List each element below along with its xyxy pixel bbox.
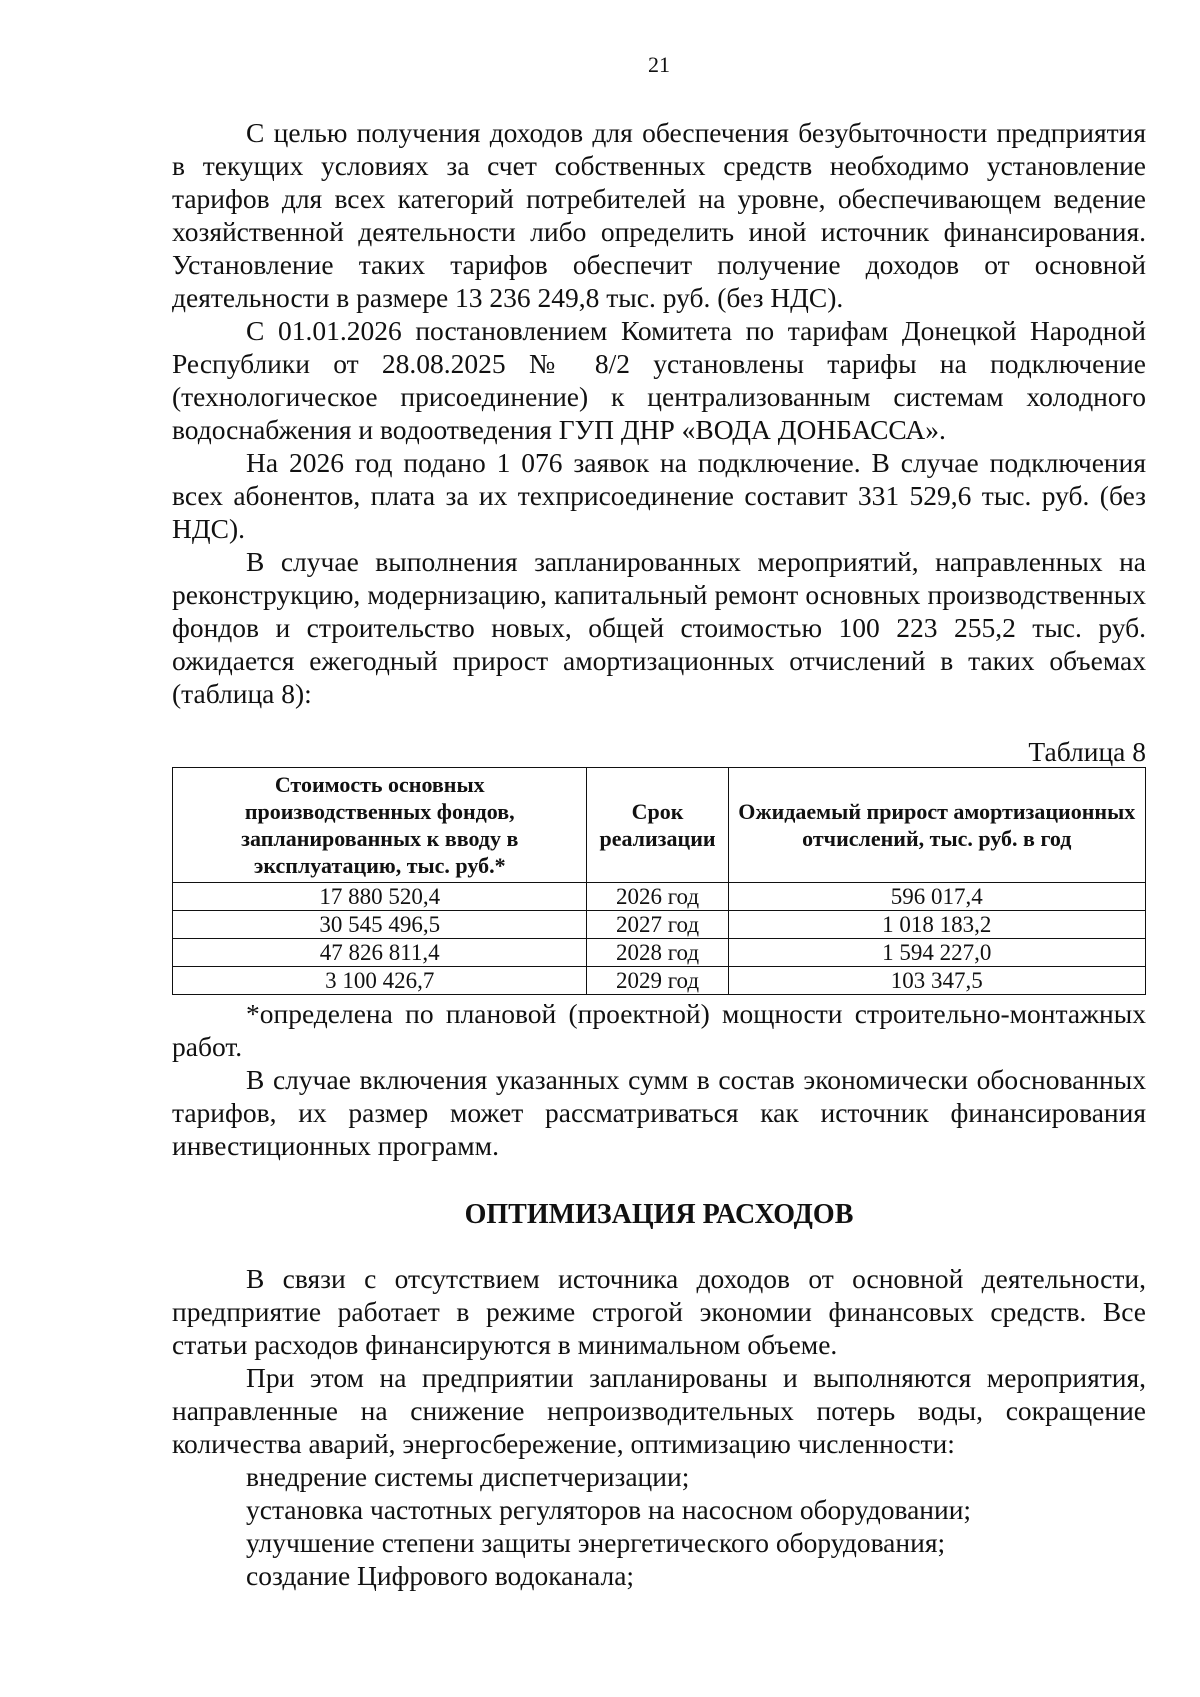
table-header-cost: Стоимость основных производственных фондов, запланированных к вводу в эксплуатацию, тыс. руб.* <box>173 768 587 883</box>
table-footnote: *определена по плановой (проектной) мощности строительно-монтажных работ. <box>172 998 1146 1062</box>
table-cell-cost: 47 826 811,4 <box>173 939 587 967</box>
paragraph-applications: На 2026 год подано 1 076 заявок на подключение. В случае подключения всех абонентов, плата за их техприсоединение составит 331 529,6 тыс. руб. (без НДС). <box>172 447 1146 544</box>
list-item: улучшение степени защиты энергетического оборудования; <box>246 1527 946 1558</box>
table-cell-growth: 596 017,4 <box>728 883 1145 911</box>
depreciation-table <box>172 767 1146 995</box>
table-cell-period: 2026 год <box>587 883 728 911</box>
table-cell-cost: 17 880 520,4 <box>173 883 587 911</box>
paragraph-break-even: С целью получения доходов для обеспечения безубыточности предприятия в текущих условиях за счет собственных средств необходимо установление тарифов для всех категорий потребителей на уровне, обеспечивающем ведение хозяйственной деятельности либо определить иной источник финансирования. Установление таких тарифов обеспечит получение доходов от основной деятельности в размере 13 236 249,8 тыс. руб. (без НДС). <box>172 117 1146 313</box>
table-header-growth: Ожидаемый прирост амортизационных отчислений, тыс. руб. в год <box>728 768 1145 883</box>
table-row <box>173 911 1146 939</box>
table-header-period: Срок реализации <box>587 768 728 883</box>
table-header-row <box>173 768 1146 883</box>
list-item: внедрение системы диспетчеризации; <box>246 1461 690 1492</box>
list-item: установка частотных регуляторов на насосном оборудовании; <box>246 1494 972 1525</box>
table-row <box>173 939 1146 967</box>
paragraph-tariff-inclusion: В случае включения указанных сумм в состав экономически обоснованных тарифов, их размер может рассматриваться как источник финансирования инвестиционных программ. <box>172 1064 1146 1161</box>
paragraph-depreciation: В случае выполнения запланированных мероприятий, направленных на реконструкцию, модернизацию, капитальный ремонт основных производственных фондов и строительство новых, общей стоимостью 100 223 255,2 тыс. руб. ожидается ежегодный прирост амортизационных отчислений в таких объемах (таблица 8): <box>172 546 1146 709</box>
table-cell-period: 2029 год <box>587 967 728 995</box>
table-cell-growth: 1 018 183,2 <box>728 911 1145 939</box>
table-cell-period: 2028 год <box>587 939 728 967</box>
table-cell-growth: 103 347,5 <box>728 967 1145 995</box>
table-row <box>173 967 1146 995</box>
table-cell-growth: 1 594 227,0 <box>728 939 1145 967</box>
section-heading: ОПТИМИЗАЦИЯ РАСХОДОВ <box>464 1199 854 1230</box>
paragraph-measures: При этом на предприятии запланированы и выполняются мероприятия, направленные на снижение непроизводительных потерь воды, сокращение количества аварий, энергосбережение, оптимизацию численности: <box>172 1362 1146 1459</box>
table-row <box>173 883 1146 911</box>
table-cell-period: 2027 год <box>587 911 728 939</box>
table-cell-cost: 3 100 426,7 <box>173 967 587 995</box>
page-number: 21 <box>648 52 670 77</box>
paragraph-economy: В связи с отсутствием источника доходов от основной деятельности, предприятие работает в режиме строгой экономии финансовых средств. Все статьи расходов финансируются в минимальном объеме. <box>172 1263 1146 1360</box>
document-page <box>172 52 1146 1592</box>
list-item: создание Цифрового водоканала; <box>246 1560 635 1591</box>
table-caption: Таблица 8 <box>1028 736 1146 767</box>
paragraph-connection-tariffs: С 01.01.2026 постановлением Комитета по тарифам Донецкой Народной Республики от 28.08.2025 № 8/2 установлены тарифы на подключение (технологическое присоединение) к централизованным системам холодного водоснабжения и водоотведения ГУП ДНР «ВОДА ДОНБАССА». <box>172 315 1146 445</box>
table-cell-cost: 30 545 496,5 <box>173 911 587 939</box>
